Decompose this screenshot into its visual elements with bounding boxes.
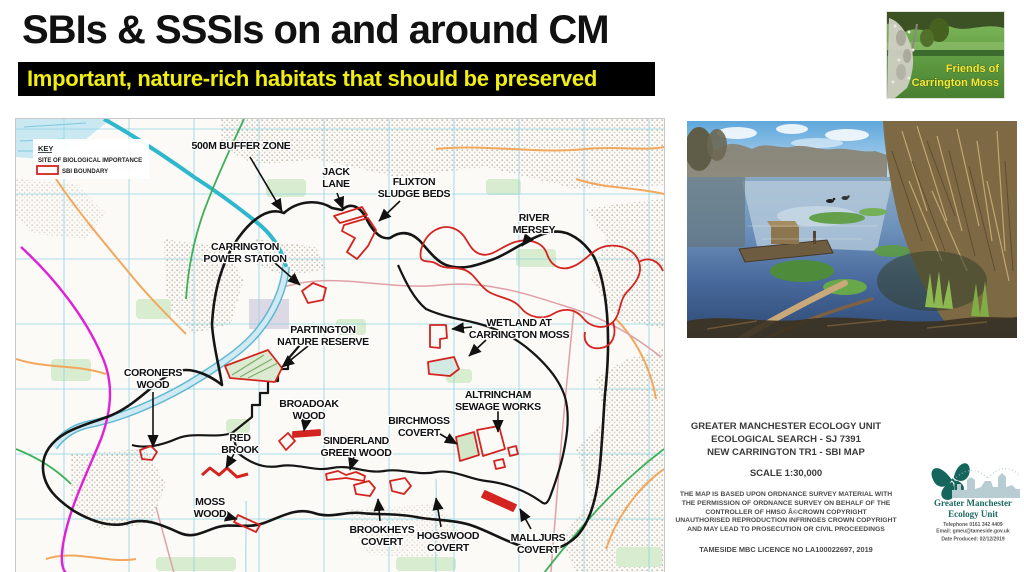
copyright-line: THE MAP IS BASED UPON ORDNANCE SURVEY MATERIAL WITH [679, 491, 893, 498]
focm-logo-text-line2: Carrington Moss [911, 77, 999, 89]
map-label-wetland-at-carrington-moss: WETLAND AT CARRINGTON MOSS [468, 317, 570, 341]
map-label-broadoak-wood: BROADOAK WOOD [279, 398, 339, 422]
page-title: SBIs & SSSIs on and around CM [22, 8, 609, 52]
key-subtitle: SITE OF BIOLOGICAL IMPORTANCE [38, 158, 143, 164]
licence-number: TAMESIDE MBC LICENCE NO LA100022697, 2019 [699, 544, 873, 554]
sbi-map [15, 118, 665, 572]
map-label-hogswood-covert: HOGSWOOD COVERT [416, 530, 480, 554]
map-label-buffer-zone: 500M BUFFER ZONE [191, 140, 291, 152]
ecology-heading-line2: ECOLOGICAL SEARCH - SJ 7391 [711, 434, 861, 445]
map-label-brookheys-covert: BROOKHEYS COVERT [349, 524, 415, 548]
copyright-line: AND MAY LEAD TO PROSECUTION OR CIVIL PROCEEDINGS [687, 526, 885, 534]
skyline-graphic [952, 468, 1020, 498]
map-label-red-brook: RED BROOK [221, 432, 259, 456]
map-label-sinderland-green-wood: SINDERLAND GREEN WOOD [320, 435, 392, 459]
ecology-heading-line3: NEW CARRINGTON TR1 - SBI MAP [707, 447, 865, 458]
wetland-photo [687, 121, 1017, 338]
ecology-logo-email: Email: gmeu@tameside.gov.uk [936, 528, 1010, 535]
copyright-notice [661, 491, 911, 535]
ecology-unit-logo [922, 448, 1024, 545]
ecology-heading-line1: GREATER MANCHESTER ECOLOGY UNIT [690, 421, 882, 432]
copyright-line: CONTROLLER OF HMSO Â©CROWN COPYRIGHT [705, 508, 867, 516]
ecology-logo-telephone: Telephone 0161 342 4409 [943, 522, 1003, 528]
map-label-malljurs-covert: MALLJURS COVERT [510, 532, 566, 556]
map-label-flixton-sludge-beds: FLIXTON SLUDGE BEDS [377, 176, 451, 200]
focm-logo-graphic [887, 12, 1004, 98]
map-label-jack-lane: JACK LANE [322, 166, 350, 190]
focm-logo-text-line1: Friends of [945, 63, 999, 75]
map-label-partington-nature-reserve: PARTINGTON NATURE RESERVE [277, 324, 369, 348]
map-label-coroners-wood: CORONERS WOOD [123, 367, 183, 391]
map-label-birchmoss-covert: BIRCHMOSS COVERT [388, 415, 450, 439]
map-label-river-mersey: RIVER MERSEY [512, 212, 556, 236]
subtitle-banner [18, 62, 655, 96]
map-label-altrincham-sewage-works: ALTRINCHAM SEWAGE WORKS [455, 389, 541, 413]
friends-of-carrington-moss-logo [886, 11, 1005, 99]
ecology-logo-name-line2: Ecology Unit [948, 509, 998, 519]
copyright-line: UNAUTHORISED REPRODUCTION INFRINGES CROWN COPYRIGHT [675, 517, 897, 525]
map-label-moss-wood: MOSS WOOD [193, 496, 227, 520]
wetland-photo-graphic [687, 121, 1017, 338]
ecology-unit-text-block [661, 420, 911, 554]
ecology-logo-name-line1: Greater Manchester [934, 498, 1012, 508]
key-swatch-label: SBI BOUNDARY [62, 169, 109, 175]
map-scale-label: SCALE 1:30,000 [749, 468, 823, 479]
subtitle-text: Important, nature-rich habitats that should be preserved [27, 66, 597, 91]
sbi-map-graphic [16, 119, 664, 572]
map-key [33, 139, 149, 179]
copyright-line: THE PERMISSION OF ORDNANCE SURVEY ON BEHALF OF THE [681, 499, 891, 507]
key-title: KEY [38, 144, 54, 153]
key-sbi-swatch [37, 166, 58, 174]
ecology-logo-date-produced: Date Produced: 02/12/2019 [941, 536, 1005, 543]
ecology-unit-logo-graphic [922, 448, 1024, 545]
map-label-carrington-power-station: CARRINGTON POWER STATION [203, 241, 287, 265]
